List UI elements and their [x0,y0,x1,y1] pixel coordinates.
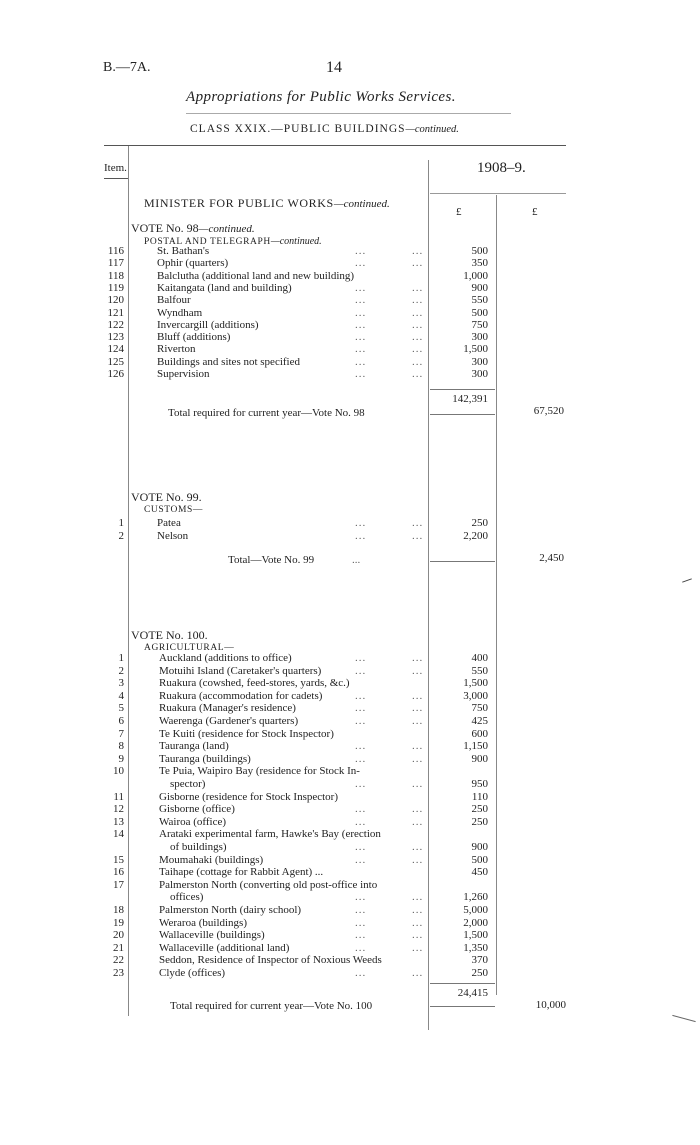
leader-dots: ... [355,257,367,270]
item-amount: 750 [471,318,488,331]
item-description: Balfour [157,294,191,307]
column-header-item: Item. [104,162,127,174]
item-number: 123 [107,331,124,344]
item-description: Gisborne (office) [159,803,235,816]
item-amount: 500 [471,245,488,257]
item-amount: 500 [471,306,488,319]
item-description: Auckland (additions to office) [159,652,292,664]
item-number: 14 [113,828,124,841]
table-row [0,677,700,690]
document-reference: B.—7A. [103,60,151,75]
table-row [0,740,700,753]
item-description: Te Kuiti (residence for Stock Inspector) [159,727,334,740]
item-number: 1 [118,652,124,664]
item-description: of buildings) [170,841,227,853]
item-amount: 450 [471,866,488,879]
item-amount: 3,000 [463,689,488,702]
item-description: Wairoa (office) [159,815,227,828]
item-amount: 1,000 [463,269,488,282]
page-title: Appropriations for Public Works Services. [186,89,456,105]
leader-dots: ... [355,529,367,542]
item-number: 4 [118,689,124,702]
item-amount: 950 [471,778,488,790]
section-heading [144,196,390,211]
vote-100-total: 10,000 [535,999,566,1011]
item-amount: 2,000 [463,916,488,929]
table-row [0,530,700,543]
leader-dots: ... [355,517,367,529]
item-number: 20 [113,929,124,942]
item-amount: 250 [471,967,488,979]
leader-dots: ... [412,257,424,270]
vote-98-total-label: Total required for current year—Vote No. 98 [168,407,365,419]
item-description: Palmerston North (dairy school) [159,904,302,916]
table-row [0,765,700,778]
item-number: 121 [107,306,124,319]
leader-dots: ... [412,752,424,765]
item-description: Ruakura (cowshed, feed-stores, yards, &c.) [159,677,350,690]
leader-dots: ... [412,306,424,319]
item-description: Invercargill (additions) [157,318,259,331]
vote-98-subheading-main: POSTAL AND TELEGRAPH [144,237,271,247]
table-row [0,954,700,967]
leader-dots: ... [355,778,367,790]
table-row [0,891,700,904]
leader-dots: ... [412,815,424,828]
vote-100-subtotal: 24,415 [457,987,488,999]
leader-dots: ... [412,652,424,664]
item-amount: 1,260 [463,891,488,904]
item-number: 5 [118,702,124,715]
item-description: Wyndham [157,306,203,319]
column-header-year: 1908–9. [477,160,526,176]
item-description: Ruakura (accommodation for cadets) [159,689,323,702]
item-description: Waerenga (Gardener's quarters) [159,715,299,727]
class-heading-continued: —continued. [405,124,459,135]
leader-dots: ... [412,664,424,677]
item-description: Balclutha (additional land and new building) [157,269,355,282]
item-number: 124 [107,343,124,356]
scan-mark [682,578,692,582]
table-row [0,942,700,955]
item-amount: 900 [471,841,488,853]
vote-98-subheading-continued: —continued. [270,236,322,247]
item-amount: 1,500 [463,343,488,356]
table-row [0,791,700,804]
item-number: 11 [113,790,124,803]
item-amount: 350 [471,257,488,270]
table-row [0,257,700,270]
leader-dots: ... [412,740,424,753]
item-description: Tauranga (land) [159,740,229,753]
item-description: Wallaceville (additional land) [159,941,290,954]
item-description: Supervision [157,368,210,380]
item-description: Palmerston North (converting old post-office into [159,878,378,891]
leader-dots: ... [412,281,424,294]
item-amount: 550 [471,664,488,677]
table-row [0,803,700,816]
item-amount: 750 [471,702,488,715]
leader-dots: ... [355,929,367,942]
item-number: 18 [113,904,124,916]
column-header-pound-2: £ [532,206,538,218]
item-header-rule [104,178,128,179]
vote-98-total: 67,520 [533,405,564,417]
vote-99-heading: VOTE No. 99. [131,490,202,504]
table-row [0,331,700,344]
table-row [0,356,700,369]
table-row [0,929,700,942]
vote-99-total-rule [430,561,495,562]
table-row [0,343,700,356]
table-row [0,270,700,283]
item-number: 1 [118,517,124,529]
leader-dots: ... [412,941,424,954]
item-amount: 250 [471,803,488,816]
leader-dots: ... [412,245,424,257]
table-row [0,816,700,829]
item-description: Kaitangata (land and building) [157,281,292,294]
item-number: 13 [113,815,124,828]
item-description: Taihape (cottage for Rabbit Agent) ... [159,866,324,879]
item-description: Weraroa (buildings) [159,916,247,929]
leader-dots: ... [412,778,424,790]
leader-dots: ... [355,752,367,765]
class-heading [190,123,459,135]
leader-dots: ... [412,343,424,356]
vote-98-heading-continued: —continued. [198,223,255,235]
item-description: Motuihi Island (Caretaker's quarters) [159,664,322,677]
leader-dots: ... [355,281,367,294]
leader-dots: ... [355,904,367,916]
item-description: Riverton [157,343,196,356]
leader-dots: ... [355,664,367,677]
item-number: 116 [107,245,124,257]
item-description: Arataki experimental farm, Hawke's Bay (erection [159,828,381,841]
table-row [0,245,700,258]
item-description: Ophir (quarters) [157,257,229,270]
item-amount: 250 [471,815,488,828]
item-number: 17 [113,878,124,891]
item-amount: 300 [471,355,488,368]
leader-dots: ... [355,343,367,356]
item-number: 7 [118,727,124,740]
year-header-rule [430,193,566,194]
leader-dots: ... [412,803,424,816]
leader-dots: ... [355,740,367,753]
item-number: 15 [113,853,124,866]
leader-dots: ... [412,294,424,307]
leader-dots: ... [412,318,424,331]
leader-dots: ... [355,245,367,257]
vote-99-subheading: CUSTOMS— [144,505,204,515]
class-heading-main: CLASS XXIX.—PUBLIC BUILDINGS [190,123,406,135]
item-number: 126 [107,368,124,380]
item-amount: 1,500 [463,677,488,690]
item-number: 2 [118,664,124,677]
vote-98-subtotal: 142,391 [452,393,488,405]
leader-dots: ... [412,331,424,344]
item-amount: 300 [471,368,488,380]
table-top-rule [104,145,566,146]
leader-dots: ... [355,967,367,979]
leader-dots: ... [412,967,424,979]
vote-100-total-label: Total required for current year—Vote No. 100 [170,1000,373,1012]
item-amount: 900 [471,281,488,294]
item-amount: 500 [471,853,488,866]
item-amount: 250 [471,517,488,529]
item-number: 2 [118,529,124,542]
item-number: 9 [118,752,124,765]
item-amount: 900 [471,752,488,765]
item-number: 12 [113,803,124,816]
item-number: 3 [118,677,124,690]
table-row [0,517,700,530]
scan-mark [672,1015,695,1022]
table-row [0,778,700,791]
item-amount: 1,500 [463,929,488,942]
leader-dots: ... [355,318,367,331]
leader-dots: ... [412,891,424,904]
table-row [0,665,700,678]
item-number: 122 [107,318,124,331]
table-row [0,690,700,703]
leader-dots: ... [355,294,367,307]
leader-dots: ... [355,891,367,904]
leader-dots: ... [355,815,367,828]
item-description: Clyde (offices) [159,967,226,979]
leader-dots: ... [412,904,424,916]
leader-dots: ... [412,853,424,866]
item-number: 19 [113,916,124,929]
vote-99-total-label: Total—Vote No. 99 [228,554,315,566]
leader-dots: ... [412,929,424,942]
leader-dots: ... [355,702,367,715]
leader-dots: ... [412,529,424,542]
vote-98-heading-main: VOTE No. 98 [131,221,199,235]
table-row [0,753,700,766]
item-description: Wallaceville (buildings) [159,929,265,942]
vote-98-subtotal-rule [430,389,495,390]
item-number: 118 [107,269,124,282]
leader-dots: ... [412,368,424,380]
leader-dots: ... [355,841,367,853]
table-row [0,728,700,741]
section-heading-main: MINISTER FOR PUBLIC WORKS [144,196,334,210]
item-amount: 550 [471,294,488,307]
item-number: 117 [107,257,124,270]
item-amount: 5,000 [463,904,488,916]
item-description: Nelson [157,529,189,542]
leader-dots: ... [355,916,367,929]
item-description: Ruakura (Manager's residence) [159,702,296,715]
item-amount: 370 [471,954,488,967]
vote-98-total-rule [430,414,495,415]
item-description: Tauranga (buildings) [159,752,251,765]
item-number: 125 [107,355,124,368]
table-row [0,702,700,715]
vote-98-heading [131,221,255,236]
leader-dots: ... [355,355,367,368]
table-row [0,715,700,728]
item-description: Patea [157,517,181,529]
item-description: offices) [170,891,204,904]
leader-dots: ... [412,689,424,702]
item-description: Gisborne (residence for Stock Inspector) [159,790,338,803]
leader-dots: ... [355,689,367,702]
leader-dots: ... [412,355,424,368]
leader-dots: ... [412,702,424,715]
leader-dots: ... [355,941,367,954]
item-description: Te Puia, Waipiro Bay (residence for Stock In- [159,765,360,778]
item-amount: 300 [471,331,488,344]
table-row [0,917,700,930]
item-number: 120 [107,294,124,307]
vote-99-total-dots: ... [352,554,361,566]
vote-100-heading: VOTE No. 100. [131,628,208,642]
table-row [0,879,700,892]
table-row [0,294,700,307]
item-amount: 2,200 [463,529,488,542]
item-description: Moumahaki (buildings) [159,853,264,866]
leader-dots: ... [355,652,367,664]
table-row [0,841,700,854]
leader-dots: ... [412,841,424,853]
table-row [0,282,700,295]
leader-dots: ... [355,715,367,727]
table-row [0,307,700,320]
item-amount: 400 [471,652,488,664]
item-description: St. Bathan's [157,245,210,257]
vote-99-total: 2,450 [539,552,564,564]
item-description: Buildings and sites not specified [157,355,300,368]
item-amount: 425 [471,715,488,727]
leader-dots: ... [355,306,367,319]
vote-100-total-rule [430,1006,495,1007]
item-amount: 1,350 [463,941,488,954]
title-rule [186,113,511,114]
table-row [0,828,700,841]
table-row [0,866,700,879]
page-number: 14 [326,59,342,76]
vote-100-subheading: AGRICULTURAL— [144,643,235,653]
table-row [0,967,700,980]
table-row [0,904,700,917]
item-number: 10 [113,765,124,778]
item-number: 22 [113,954,124,967]
leader-dots: ... [355,368,367,380]
leader-dots: ... [355,803,367,816]
table-row [0,368,700,381]
item-number: 16 [113,866,124,879]
item-number: 8 [118,740,124,753]
item-number: 23 [113,967,124,979]
item-description: spector) [170,778,206,790]
item-number: 21 [113,941,124,954]
item-amount: 600 [471,727,488,740]
table-row [0,854,700,867]
leader-dots: ... [412,916,424,929]
leader-dots: ... [355,853,367,866]
table-row [0,319,700,332]
item-amount: 110 [471,790,488,803]
section-heading-continued: —continued. [333,198,390,210]
leader-dots: ... [412,715,424,727]
leader-dots: ... [355,331,367,344]
leader-dots: ... [412,517,424,529]
item-number: 6 [118,715,124,727]
vote-100-subtotal-rule [430,983,495,984]
item-amount: 1,150 [463,740,488,753]
item-description: Seddon, Residence of Inspector of Noxious Weeds [159,954,382,967]
column-header-pound-1: £ [456,206,462,218]
item-description: Bluff (additions) [157,331,231,344]
item-number: 119 [107,281,124,294]
table-row [0,652,700,665]
